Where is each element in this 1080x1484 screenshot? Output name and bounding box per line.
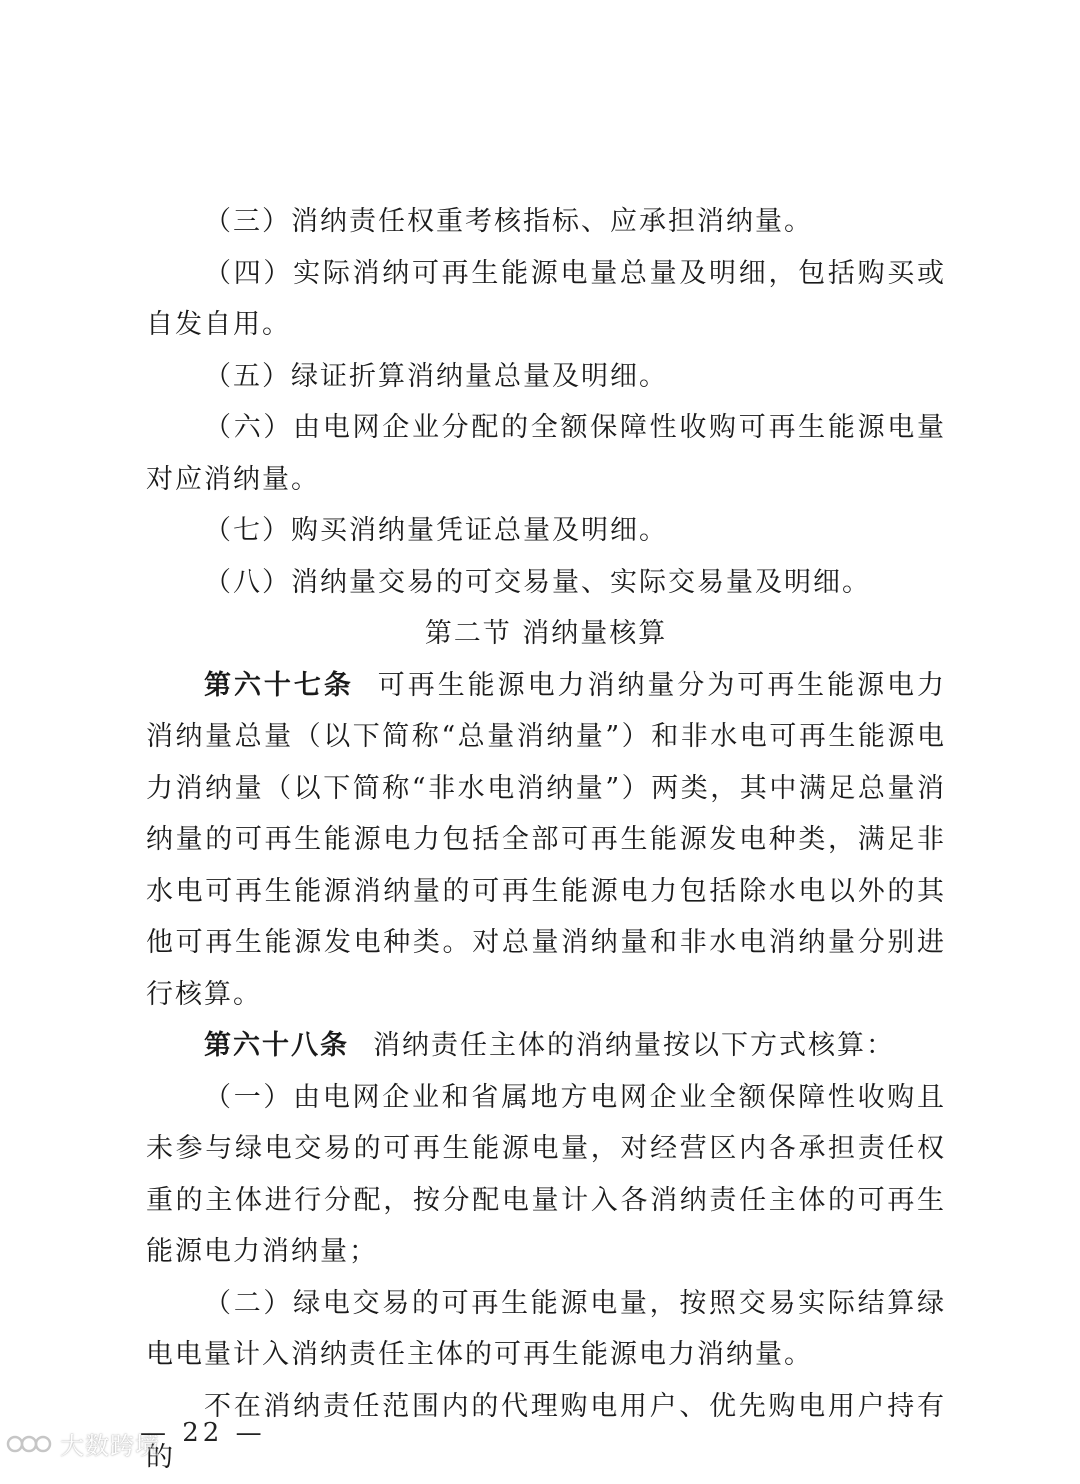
article-68-closing: 不在消纳责任范围内的代理购电用户、优先购电用户持有的 [146,1390,946,1473]
paragraph-item-8: （八）消纳量交易的可交易量、实际交易量及明细。 [204,566,871,598]
paragraph-item-7: （七）购买消纳量凭证总量及明细。 [204,515,668,546]
watermark [6,1426,160,1461]
paragraph-item-4: （四）实际消纳可再生能源电量总量及明细，包括购买或自发自用。 [146,257,946,340]
document-body [146,196,946,1484]
article-67-label: 第六十七条 [204,669,354,701]
article-68-item-2: （二）绿电交易的可再生能源电量，按照交易实际结算绿电电量计入消纳责任主体的可再生能源电力消纳量。 [146,1287,946,1370]
watermark-text: 大数跨境 [60,1432,160,1460]
article-68-item-1: （一）由电网企业和省属地方电网企业全额保障性收购且未参与绿电交易的可再生能源电量，对经营区内各承担责任权重的主体进行分配，按分配电量计入各消纳责任主体的可再生能源电力消纳量； [146,1081,946,1267]
paragraph-item-3: （三）消纳责任权重考核指标、应承担消纳量。 [204,206,813,237]
article-67 [146,660,946,1021]
brand-logo-icon [6,1431,54,1457]
article-68-label: 第六十八条 [204,1030,349,1061]
article-68 [146,1020,946,1072]
section-heading: 第二节 消纳量核算 [424,618,668,649]
page-number: — 22 — [140,1418,266,1448]
article-68-text: 消纳责任主体的消纳量按以下方式核算： [373,1030,895,1061]
page-footer [0,1412,1080,1464]
article-67-text: 可再生能源电力消纳量分为可再生能源电力消纳量总量（以下简称“总量消纳量”）和非水电可再生能源电力消纳量（以下简称“非水电消纳量”）两类，其中满足总量消纳量的可再生能源电力包括全部可再生能源发电种类，满足非水电可再生能源消纳量的可再生能源电力包括除水电以外的其他可再生能源发电种类。对总量消纳量和非水电消纳量分别进行核算。 [146,669,947,1010]
paragraph-item-5: （五）绿证折算消纳量总量及明细。 [204,360,668,392]
paragraph-item-6: （六）由电网企业分配的全额保障性收购可再生能源电量对应消纳量。 [146,412,946,495]
